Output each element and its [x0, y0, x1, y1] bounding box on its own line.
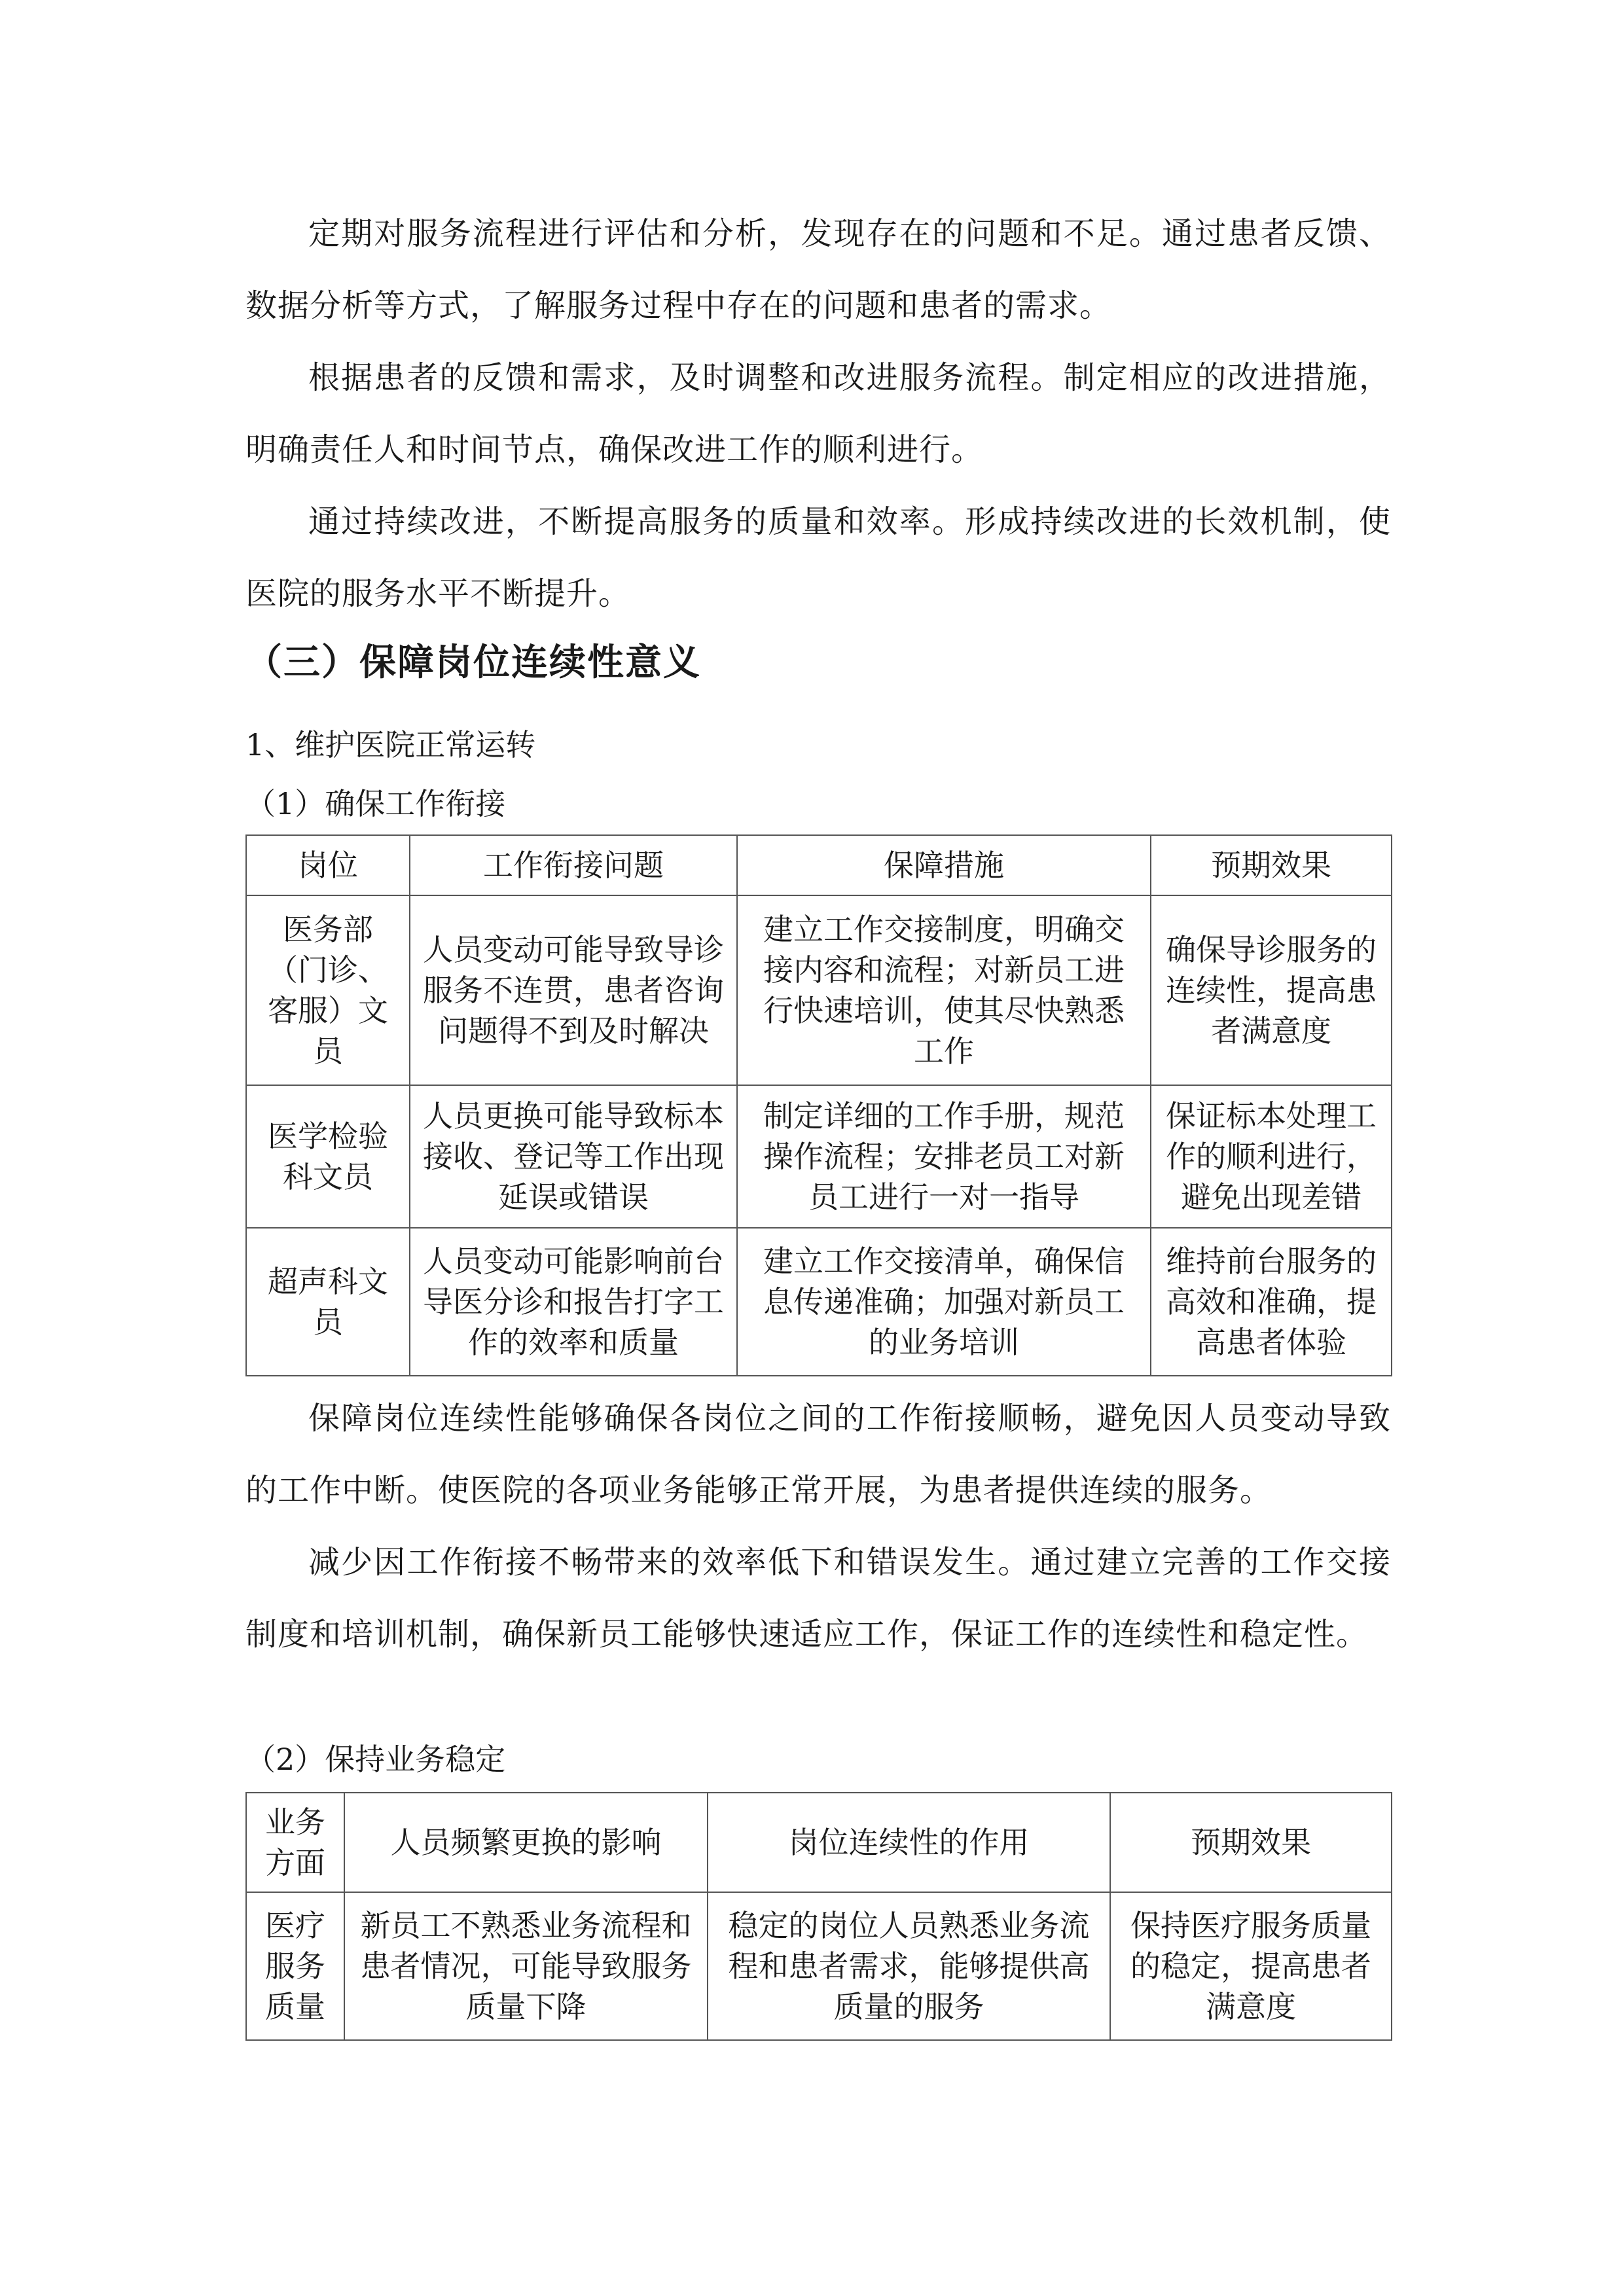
section-heading: （三）保障岗位连续性意义	[245, 641, 701, 684]
table-cell: 人员变动可能导致导诊服务不连贯，患者咨询问题得不到及时解决	[410, 895, 737, 1085]
sub-heading: （1）确保工作衔接	[245, 786, 506, 821]
column-header: 保障措施	[737, 835, 1151, 895]
paragraph: 定期对服务流程进行评估和分析，发现存在的问题和不足。通过患者反馈、数据分析等方式，了解服务过程中存在的问题和患者的需求。	[245, 215, 1391, 324]
column-header: 岗位连续性的作用	[708, 1793, 1110, 1892]
column-header: 业务方面	[246, 1793, 344, 1892]
table-work-handover	[245, 834, 1392, 1376]
table-cell: 人员更换可能导致标本接收、登记等工作出现延误或错误	[410, 1085, 737, 1228]
column-header: 预期效果	[1151, 835, 1392, 895]
sub-heading: 1、维护医院正常运转	[245, 727, 536, 762]
table-cell: 建立工作交接清单，确保信息传递准确；加强对新员工的业务培训	[737, 1228, 1151, 1376]
paragraph: 减少因工作衔接不畅带来的效率低下和错误发生。通过建立完善的工作交接制度和培训机制，确保新员工能够快速适应工作，保证工作的连续性和稳定性。	[245, 1544, 1391, 1653]
table-cell: 维持前台服务的高效和准确，提高患者体验	[1151, 1228, 1392, 1376]
column-header: 预期效果	[1110, 1793, 1392, 1892]
sub-heading: （2）保持业务稳定	[245, 1742, 506, 1777]
table-header-row	[246, 835, 1392, 895]
table-row	[246, 1892, 1392, 2040]
table-cell: 超声科文员	[246, 1228, 410, 1376]
table-cell: 建立工作交接制度，明确交接内容和流程；对新员工进行快速培训，使其尽快熟悉工作	[737, 895, 1151, 1085]
column-header: 工作衔接问题	[410, 835, 737, 895]
table-cell: 稳定的岗位人员熟悉业务流程和患者需求，能够提供高质量的服务	[708, 1892, 1110, 2040]
paragraph: 保障岗位连续性能够确保各岗位之间的工作衔接顺畅，避免因人员变动导致的工作中断。使医院的各项业务能够正常开展，为患者提供连续的服务。	[245, 1400, 1391, 1509]
table-cell: 人员变动可能影响前台导医分诊和报告打字工作的效率和质量	[410, 1228, 737, 1376]
table-cell: 医学检验科文员	[246, 1085, 410, 1228]
table-cell: 医务部（门诊、客服）文员	[246, 895, 410, 1085]
table-cell: 确保导诊服务的连续性，提高患者满意度	[1151, 895, 1392, 1085]
column-header: 岗位	[246, 835, 410, 895]
table-row	[246, 895, 1392, 1085]
column-header: 人员频繁更换的影响	[344, 1793, 708, 1892]
paragraph: 根据患者的反馈和需求，及时调整和改进服务流程。制定相应的改进措施，明确责任人和时间节点，确保改进工作的顺利进行。	[245, 359, 1391, 468]
table-business-stability	[245, 1792, 1392, 2041]
table-row	[246, 1228, 1392, 1376]
table-header-row	[246, 1793, 1392, 1892]
table-row	[246, 1085, 1392, 1228]
paragraph: 通过持续改进，不断提高服务的质量和效率。形成持续改进的长效机制，使医院的服务水平不断提升。	[245, 503, 1391, 612]
table-cell: 医疗服务质量	[246, 1892, 344, 2040]
table-cell: 保证标本处理工作的顺利进行，避免出现差错	[1151, 1085, 1392, 1228]
table-cell: 制定详细的工作手册，规范操作流程；安排老员工对新员工进行一对一指导	[737, 1085, 1151, 1228]
table-cell: 新员工不熟悉业务流程和患者情况，可能导致服务质量下降	[344, 1892, 708, 2040]
table-cell: 保持医疗服务质量的稳定，提高患者满意度	[1110, 1892, 1392, 2040]
